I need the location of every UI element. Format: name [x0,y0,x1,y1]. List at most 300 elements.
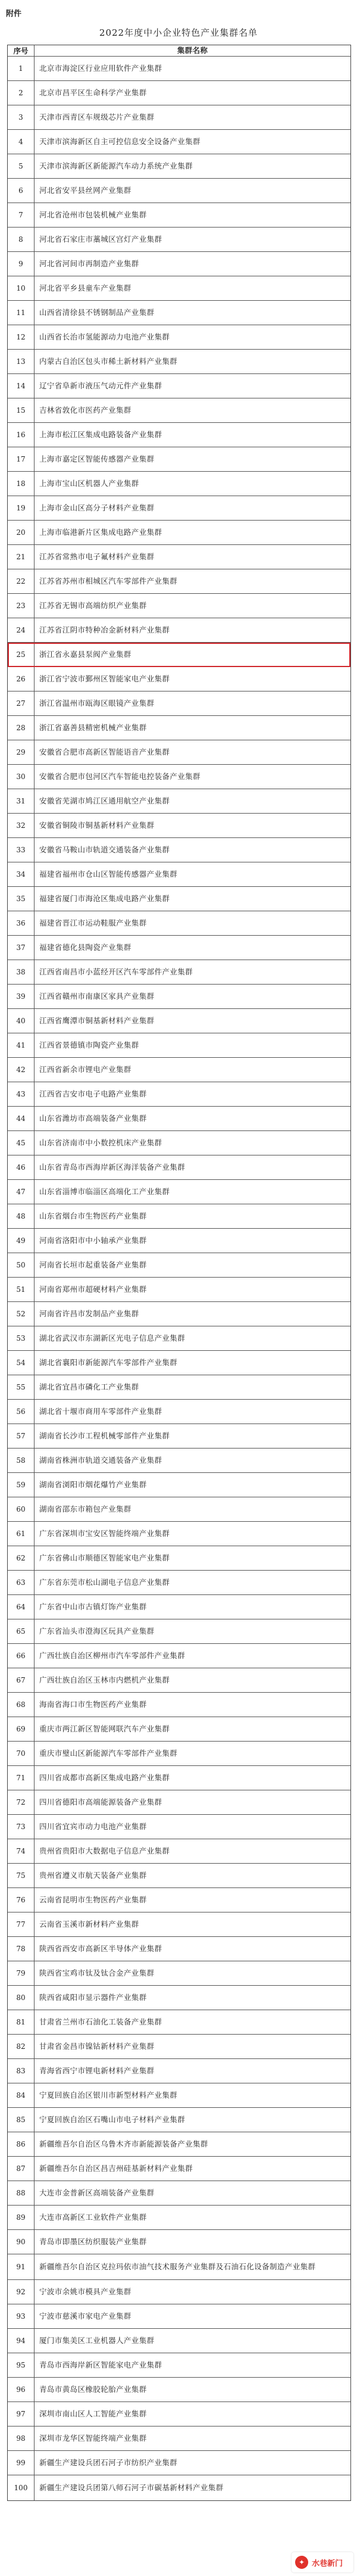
table-row [8,1961,350,1986]
table-row [8,1400,350,1424]
cluster-name: 内蒙古自治区包头市稀土新材料产业集群 [39,357,178,366]
cluster-name: 河南省许昌市发制品产业集群 [39,1309,139,1318]
table-row [8,985,350,1009]
cluster-name: 深圳市龙华区智能终端产业集群 [39,2434,147,2443]
row-number: 62 [8,1546,35,1570]
row-number: 36 [8,911,35,935]
watermark-badge [292,2552,353,2572]
header-name: 集群名称 [177,46,208,55]
cluster-name: 青岛市黄岛区橡胶轮胎产业集群 [39,2385,147,2394]
row-number: 32 [8,814,35,837]
table-row [8,1131,350,1155]
row-number: 70 [8,1742,35,1765]
table-row [8,2035,350,2059]
table-row [8,911,350,936]
cluster-name: 宁夏回族自治区银川市新型材料产业集群 [39,2091,178,2100]
row-number: 55 [8,1375,35,1399]
row-number: 94 [8,2329,35,2353]
row-number: 22 [8,569,35,593]
cluster-name: 河南省洛阳市中小轴承产业集群 [39,1236,147,1245]
row-number: 85 [8,2108,35,2132]
row-number: 20 [8,521,35,544]
cluster-name: 陕西省咸阳市显示器件产业集群 [39,1993,147,2002]
table-row [8,447,350,472]
cluster-name: 贵州省遵义市航天装备产业集群 [39,1871,147,1880]
cluster-name: 安徽省芜湖市鸠江区通用航空产业集群 [39,796,170,805]
row-number: 86 [8,2132,35,2156]
cluster-name: 山东省青岛市西海岸新区海洋装备产业集群 [39,1163,186,1172]
cluster-name: 河北省安平县丝网产业集群 [39,186,131,195]
row-number: 45 [8,1131,35,1155]
row-number: 18 [8,472,35,496]
table-row [8,1546,350,1571]
row-number: 66 [8,1644,35,1668]
cluster-name: 安徽省合肥市高新区智能语音产业集群 [39,747,170,756]
cluster-name: 山西省长治市氢能源动力电池产业集群 [39,332,170,341]
row-number: 3 [8,105,35,129]
cluster-name: 大连市金普新区高端装备产业集群 [39,2188,155,2197]
row-number: 92 [8,2280,35,2304]
table-row [8,1815,350,1839]
table-row [8,1278,350,1302]
cluster-name: 新疆生产建设兵团石河子市纺织产业集群 [39,2458,178,2467]
table-row [8,936,350,960]
table-row [8,1717,350,1742]
row-number: 84 [8,2083,35,2107]
cluster-name: 福建省福州市仓山区智能传感器产业集群 [39,870,178,879]
table-row [8,1229,350,1253]
row-number: 77 [8,1912,35,1936]
cluster-name: 浙江省宁波市鄞州区智能家电产业集群 [39,674,170,683]
table-row [8,1766,350,1790]
table-row [8,1180,350,1204]
row-number: 63 [8,1571,35,1594]
cluster-name: 江西省鹰潭市铜基新材料产业集群 [39,1016,155,1025]
table-row [8,618,350,643]
table-row [8,2059,350,2083]
table-row [8,1009,350,1033]
table-row [8,2132,350,2157]
table-row [8,594,350,618]
row-number: 29 [8,740,35,764]
table-row [8,1351,350,1375]
cluster-name: 安徽省马鞍山市轨道交通装备产业集群 [39,845,170,854]
cluster-name: 新疆维吾尔自治区克拉玛依市油气技术服务产业集群及石油石化设备制造产业集群 [39,2262,316,2271]
table-row [8,2157,350,2181]
cluster-name: 吉林省敦化市医药产业集群 [39,406,131,415]
row-number: 33 [8,838,35,862]
row-number: 15 [8,398,35,422]
cluster-name: 福建省德化县陶瓷产业集群 [39,943,131,952]
cluster-name: 福建省厦门市海沧区集成电路产业集群 [39,894,170,903]
table-row [8,1790,350,1815]
cluster-name: 河南省郑州市超硬材料产业集群 [39,1285,147,1294]
row-number: 47 [8,1180,35,1204]
table-row [8,1693,350,1717]
cluster-name: 山东省烟台市生物医药产业集群 [39,1211,147,1220]
table-row [8,1986,350,2010]
cluster-name: 大连市高新区工业软件产业集群 [39,2213,147,2222]
table-row [8,1253,350,1278]
cluster-name: 重庆市两江新区智能网联汽车产业集群 [39,1724,170,1733]
table-row [8,179,350,203]
cluster-name: 上海市宝山区机器人产业集群 [39,479,139,488]
table-row [8,1839,350,1864]
row-number: 8 [8,228,35,251]
cluster-name: 广西壮族自治区柳州市汽车零部件产业集群 [39,1651,186,1660]
table-row [8,1107,350,1131]
table-row [8,1668,350,1693]
table-row [8,1204,350,1229]
cluster-name: 北京市昌平区生命科学产业集群 [39,88,147,97]
row-number: 27 [8,691,35,715]
row-number: 42 [8,1058,35,1082]
table-row [8,1522,350,1546]
table-row [8,691,350,716]
row-number: 96 [8,2378,35,2401]
cluster-name: 北京市海淀区行业应用软件产业集群 [39,64,162,73]
cluster-name: 云南省玉溪市新材料产业集群 [39,1920,139,1929]
cluster-name: 山东省淄博市临淄区高端化工产业集群 [39,1187,170,1196]
cluster-name: 江西省吉安市电子电路产业集群 [39,1089,147,1098]
table-row [8,887,350,911]
row-number: 65 [8,1619,35,1643]
row-number: 44 [8,1107,35,1130]
table-row [8,228,350,252]
cluster-name: 上海市金山区高分子材料产业集群 [39,503,155,512]
row-number: 41 [8,1033,35,1057]
row-number: 40 [8,1009,35,1033]
row-number: 98 [8,2427,35,2450]
table-row [8,1912,350,1937]
table-row [8,765,350,789]
table-row [8,2083,350,2108]
table-row [8,2329,350,2353]
table-row [8,1619,350,1644]
table-row [8,521,350,545]
table-row [8,2206,350,2230]
table-row [8,1326,350,1351]
cluster-name: 江西省景德镇市陶瓷产业集群 [39,1041,139,1049]
table-row [8,2378,350,2402]
cluster-name: 甘肃省金昌市镍钴新材料产业集群 [39,2042,155,2051]
row-number: 71 [8,1766,35,1790]
cluster-name: 青海省西宁市锂电新材料产业集群 [39,2066,155,2075]
table-row [8,1375,350,1400]
table-row [8,301,350,325]
attachment-label: 附件 [6,10,22,18]
page-title: 2022年度中小企业特色产业集群名单 [99,27,258,38]
table-row [8,2181,350,2206]
cluster-name: 天津市滨海新区自主可控信息安全设备产业集群 [39,137,201,146]
cluster-name: 河北省平乡县童车产业集群 [39,284,131,292]
row-number: 24 [8,618,35,642]
cluster-name: 云南省昆明市生物医药产业集群 [39,1895,147,1904]
table-row [8,154,350,179]
table-row [8,643,350,667]
row-number: 17 [8,447,35,471]
table-row [8,1937,350,1961]
row-number: 88 [8,2181,35,2205]
cluster-name: 浙江省嘉善县精密机械产业集群 [39,723,147,732]
cluster-name: 河北省石家庄市藁城区宫灯产业集群 [39,235,162,244]
cluster-name: 广西壮族自治区玉林市内燃机产业集群 [39,1675,170,1684]
row-number: 49 [8,1229,35,1253]
table-row [8,398,350,423]
row-number: 21 [8,545,35,569]
cluster-name: 贵州省贵阳市大数据电子信息产业集群 [39,1846,170,1855]
cluster-name: 四川省成都市高新区集成电路产业集群 [39,1773,170,1782]
row-number: 90 [8,2230,35,2254]
row-number: 2 [8,81,35,105]
row-number: 75 [8,1864,35,1887]
table-row [8,496,350,521]
row-number: 14 [8,374,35,398]
row-number: 5 [8,154,35,178]
row-number: 80 [8,1986,35,2010]
table-row [8,716,350,740]
row-number: 83 [8,2059,35,2083]
cluster-name: 湖南省长沙市工程机械零部件产业集群 [39,1431,170,1440]
table-row [8,1864,350,1888]
row-number: 30 [8,765,35,789]
row-number: 31 [8,789,35,813]
row-number: 61 [8,1522,35,1546]
cluster-name: 上海市松江区集成电路装备产业集群 [39,430,162,439]
cluster-name: 新疆生产建设兵团第八师石河子市碳基新材料产业集群 [39,2483,224,2492]
table-row [8,814,350,838]
cluster-name: 陕西省西安市高新区半导体产业集群 [39,1944,162,1953]
row-number: 46 [8,1155,35,1179]
table-row [8,1424,350,1449]
row-number: 76 [8,1888,35,1912]
table-row [8,1888,350,1912]
row-number: 57 [8,1424,35,1448]
cluster-name: 安徽省合肥市包河区汽车智能电控装备产业集群 [39,772,201,781]
table-row [8,862,350,887]
table-row [8,1155,350,1180]
row-number: 39 [8,985,35,1008]
cluster-name: 湖北省十堰市商用车零部件产业集群 [39,1407,162,1416]
cluster-name: 江西省新余市锂电产业集群 [39,1065,131,1074]
table-row [8,276,350,301]
cluster-name: 辽宁省阜新市液压气动元件产业集群 [39,381,162,390]
row-number: 50 [8,1253,35,1277]
row-number: 73 [8,1815,35,1839]
cluster-name: 广东省东莞市松山湖电子信息产业集群 [39,1578,170,1587]
table-row [8,789,350,814]
cluster-name: 广东省中山市古镇灯饰产业集群 [39,1602,147,1611]
row-number: 100 [8,2475,35,2500]
cluster-name: 浙江省温州市瓯海区眼镜产业集群 [39,699,155,708]
row-number: 87 [8,2157,35,2181]
cluster-name: 山西省清徐县不锈钢制品产业集群 [39,308,155,317]
cluster-name: 湖南省浏阳市烟花爆竹产业集群 [39,1480,147,1489]
cluster-name: 广东省汕头市澄海区玩具产业集群 [39,1627,155,1636]
cluster-name: 山东省潍坊市高端装备产业集群 [39,1114,147,1123]
table-row [8,252,350,276]
header-number: 序号 [8,45,35,56]
table-row [8,2280,350,2304]
row-number: 74 [8,1839,35,1863]
row-number: 26 [8,667,35,691]
row-number: 23 [8,594,35,618]
table-row [8,2108,350,2132]
row-number: 9 [8,252,35,276]
table-row [8,2010,350,2035]
table-row [8,2451,350,2475]
row-number: 10 [8,276,35,300]
row-number: 95 [8,2353,35,2377]
cluster-name: 浙江省永嘉县泵阀产业集群 [39,650,131,659]
row-number: 35 [8,887,35,911]
row-number: 28 [8,716,35,740]
table-row [8,2402,350,2427]
cluster-name: 江苏省苏州市相城区汽车零部件产业集群 [39,577,178,585]
row-number: 1 [8,57,35,80]
table-row [8,1571,350,1595]
row-number: 67 [8,1668,35,1692]
row-number: 91 [8,2254,35,2279]
table-row [8,2230,350,2254]
cluster-name: 上海市临港新片区集成电路产业集群 [39,528,162,537]
table-row [8,57,350,81]
cluster-name: 四川省宜宾市动力电池产业集群 [39,1822,147,1831]
cluster-name: 甘肃省兰州市石油化工装备产业集群 [39,2017,162,2026]
cluster-name: 深圳市南山区人工智能产业集群 [39,2409,147,2418]
row-number: 59 [8,1473,35,1497]
cluster-name: 安徽省铜陵市铜基新材料产业集群 [39,821,155,830]
cluster-name: 广东省深圳市宝安区智能终端产业集群 [39,1529,170,1538]
row-number: 93 [8,2304,35,2328]
cluster-name: 河北省河间市再制造产业集群 [39,259,139,268]
cluster-name: 青岛市即墨区纺织服装产业集群 [39,2237,147,2246]
cluster-name: 重庆市璧山区新能源汽车零部件产业集群 [39,1749,178,1758]
row-number: 7 [8,203,35,227]
table-row [8,740,350,765]
row-number: 56 [8,1400,35,1424]
row-number: 78 [8,1937,35,1961]
table-row [8,667,350,691]
table-row [8,374,350,398]
cluster-name: 新疆维吾尔自治区乌鲁木齐市新能源装备产业集群 [39,2139,208,2148]
cluster-name: 四川省德阳市高端能源装备产业集群 [39,1798,162,1806]
table-row [8,545,350,569]
cluster-name: 宁波市慈溪市家电产业集群 [39,2312,131,2320]
cluster-name: 宁波市余姚市模具产业集群 [39,2287,131,2296]
cluster-name: 福建省晋江市运动鞋服产业集群 [39,918,147,927]
table-row [8,1082,350,1107]
row-number: 16 [8,423,35,447]
cluster-name: 江苏省江阴市特种冶金新材料产业集群 [39,625,170,634]
table-row [8,423,350,447]
cluster-name: 江苏省无锡市高端纺织产业集群 [39,601,147,610]
row-number: 69 [8,1717,35,1741]
table-row [8,1302,350,1326]
row-number: 6 [8,179,35,203]
row-number: 82 [8,2035,35,2058]
row-number: 72 [8,1790,35,1814]
cluster-name: 河北省沧州市包装机械产业集群 [39,210,147,219]
table-row [8,130,350,154]
row-number: 53 [8,1326,35,1350]
table-row [8,838,350,862]
table-header-row [8,45,350,57]
cluster-name: 湖北省宜昌市磷化工产业集群 [39,1382,139,1391]
row-number: 89 [8,2206,35,2229]
cluster-name: 青岛市西海岸新区智能家电产业集群 [39,2360,162,2369]
cluster-name: 陕西省宝鸡市钛及钛合金产业集群 [39,1968,155,1977]
row-number: 68 [8,1693,35,1717]
cluster-name: 宁夏回族自治区石嘴山市电子材料产业集群 [39,2115,186,2124]
cluster-name: 湖北省襄阳市新能源汽车零部件产业集群 [39,1358,178,1367]
table-row [8,1497,350,1522]
cluster-name: 湖南省邵东市箱包产业集群 [39,1505,131,1513]
cluster-name: 海南省海口市生物医药产业集群 [39,1700,147,1709]
row-number: 11 [8,301,35,325]
table-row [8,105,350,130]
row-number: 12 [8,325,35,349]
row-number: 60 [8,1497,35,1521]
cluster-name: 湖南省株洲市轨道交通装备产业集群 [39,1456,162,1465]
row-number: 19 [8,496,35,520]
cluster-name: 天津市西青区车规级芯片产业集群 [39,113,155,122]
cluster-name: 湖北省武汉市东湖新区光电子信息产业集群 [39,1334,186,1342]
row-number: 54 [8,1351,35,1375]
table-row [8,1033,350,1058]
cluster-name: 新疆维吾尔自治区昌吉州硅基新材料产业集群 [39,2164,193,2173]
table-row [8,2427,350,2451]
table-row [8,472,350,496]
row-number: 58 [8,1449,35,1472]
table-row [8,1058,350,1082]
row-number: 81 [8,2010,35,2034]
cluster-name: 江西省南昌市小蓝经开区汽车零部件产业集群 [39,967,193,976]
table-row [8,325,350,350]
table-row [8,2353,350,2378]
table-row [8,2304,350,2329]
row-number: 4 [8,130,35,154]
table-row [8,81,350,105]
watermark-text: 水巷新门 [312,2559,343,2568]
cluster-name: 江西省赣州市南康区家具产业集群 [39,992,155,1001]
row-number: 48 [8,1204,35,1228]
row-number: 64 [8,1595,35,1619]
row-number: 97 [8,2402,35,2426]
cluster-name: 广东省佛山市顺德区智能家电产业集群 [39,1553,170,1562]
row-number: 52 [8,1302,35,1326]
table-row [8,1595,350,1619]
row-number: 51 [8,1278,35,1301]
row-number: 43 [8,1082,35,1106]
table-row [8,2254,350,2280]
row-number: 13 [8,350,35,373]
row-number: 25 [8,643,35,666]
row-number: 99 [8,2451,35,2475]
cluster-name: 河南省长垣市起重装备产业集群 [39,1260,147,1269]
cluster-name: 厦门市集美区工业机器人产业集群 [39,2336,155,2345]
table-row [8,1449,350,1473]
row-number: 79 [8,1961,35,1985]
table-row [8,569,350,594]
cluster-name: 江苏省常熟市电子氟材料产业集群 [39,552,155,561]
table-row [8,1473,350,1497]
row-number: 37 [8,936,35,960]
table-row [8,350,350,374]
table-row [8,2475,350,2500]
table-row [8,1644,350,1668]
cluster-name: 上海市嘉定区智能传感器产业集群 [39,454,155,463]
